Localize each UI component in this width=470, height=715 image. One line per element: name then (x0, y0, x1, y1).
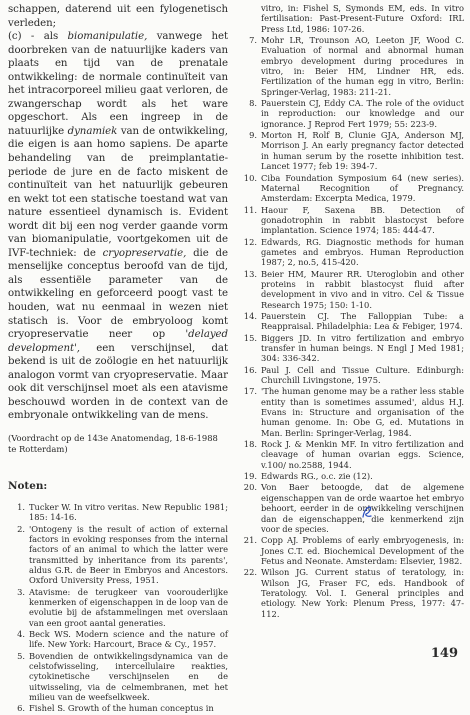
note-item (240, 205, 464, 236)
note-number: 21. (243, 535, 257, 546)
left-column (8, 3, 228, 715)
note-item (240, 35, 464, 97)
note-number: 14. (243, 310, 257, 321)
p2-prefix: (c) - als (8, 31, 68, 43)
note-number: 2. (17, 523, 25, 534)
page-number: 149 (430, 646, 458, 661)
note-number: 11. (243, 204, 257, 215)
note-item (240, 386, 464, 438)
note-text: Pauerstein CJ. The Falloppian Tube: a Reappraisal. Philadelphia: Lea & Febiger, 1974. (261, 310, 464, 332)
note-text: Morton H, Rolf B, Clunie GJA, Anderson MJ, Morrison J. An early pregnancy factor detected in human serum by the rosette inhibition test. Lancet 1977; feb 19: 394-7. (261, 130, 464, 172)
note-item (8, 502, 228, 523)
note-number: 22. (243, 567, 257, 578)
notes-list-right (240, 3, 464, 619)
note-number: 4. (17, 629, 25, 640)
note-number: 19. (243, 471, 257, 482)
note-number: 1. (17, 501, 25, 512)
note-text: Beier HM, Maurer RR. Uteroglobin and other proteins in rabbit blastocyst fluid after development in vivo and in vitro. Cel & Tissue Research 1975; 150: 1-10. (261, 268, 464, 310)
p2-text-b: van de ontwikkeling, die eigen is aan homo sapiens. De aparte behandeling van de preimplantatie-periode de jure en de facto miskent de continuïteit van het natuurlijk gebeuren en wekt tot een statische toestand wat van nature essentieel dynamisch is. Evident wordt dit bij een nog verder gaande vorm van biomanipulatie, voortgekomen uit de IVF-techniek: de (8, 125, 228, 259)
note-item (240, 237, 464, 268)
note-number: 13. (243, 268, 257, 279)
p2-italic-cryopreservatie: cryopreservatie, (102, 247, 187, 259)
note-text: Biggers JD. In vitro fertilization and embryo transfer in human beings. N Engl J Med 1981; 304: 336-342. (261, 332, 464, 364)
note-item (240, 173, 464, 204)
note-number: 12. (243, 236, 257, 247)
handwritten-mark-icon (361, 505, 373, 519)
note-item (240, 535, 464, 566)
note-number: 5. (17, 650, 25, 661)
note-text: Copp AJ. Problems of early embryogenesis, in: Jones C.T. ed. Biochemical Development of the Fetus and Neonate. Amsterdam: Elsevier, 1982. (261, 535, 464, 566)
notes-list-left (8, 502, 228, 714)
note-text: Atavisme: de terugkeer van voorouderlijke kenmerken of eigenschappen in de loop van de evolutie bij de afstammelingen met overslaan van een groot aantal generaties. (29, 586, 228, 628)
p2-italic-dynamiek: dynamiek (67, 125, 118, 137)
note-text: Haour F, Saxena BB. Detection of gonadotrophin in rabbit blastocyst before implantation. Science 1974; 185: 444-47. (261, 204, 464, 236)
lecture-credit: (Voordracht op de 143e Anatomendag, 18-6-1988 te Rotterdam) (8, 432, 218, 454)
note-item (240, 130, 464, 171)
note-text: Beck WS. Modern science and the nature of life. New York: Harcourt, Brace & Cy., 1957. (29, 629, 228, 650)
note-text: Bovendien de ontwikkelingsdynamica van de celstofwisseling, intercellulaire reakties, cytokinetische verschijnselen en de uitwisseling, via de celmembranen, met het milieu van de weefselkweek. (29, 650, 228, 703)
note-item (240, 482, 464, 534)
note-number: 6. (17, 703, 25, 714)
p2-italic-biomanipulatie: biomanipulatie, (67, 31, 148, 43)
right-column (240, 3, 464, 620)
note-number: 18. (243, 439, 257, 450)
note-number: 3. (17, 586, 25, 597)
note-number: 15. (243, 332, 257, 343)
note-item (240, 311, 464, 332)
p2-text-a: vanwege het doorbreken van de natuurlijke kaders van plaats en tijd van de prenatale ontwikkeling: de normale continuïteit van het intracorporeel milieu gaat verloren, de zwangerschap wordt als het ware opgeschort. Als een ingreep in de natuurlijke (8, 31, 228, 137)
note-text: 'The human genome may be a rather less stable entity than is sometimes assumed', aldus H.J. Evans in: Structure and organisation of the human genome. In: Obe G, ed. Mutations in Man. Berlin: Springer-Verlag, 1984. (261, 386, 464, 438)
notes-heading: Noten: (8, 479, 48, 492)
note-text: Edwards, RG. Diagnostic methods for human gametes and embryos. Human Reproduction 1987; 2, no.5, 415-420. (261, 236, 464, 268)
p2-text-d: een verschijnsel, dat bekend is uit de zoölogie en het natuurlijk analogon vormt van cryopreservatie. Maar ook dit verschijnsel moet als een atavisme beschouwd worden in de context van de embryonale ontwikkeling van de mens. (8, 342, 228, 422)
note-item (240, 269, 464, 310)
p2-text-c: die de menselijke conceptus beroofd van de tijd, als essentiële parameter van de ontwikkeling en geforceerd poogt vast te houden, wat nu eenmaal in wezen niet statisch is. Voor de embryoloog komt cryopreservatie neer op (8, 247, 228, 341)
note-item (240, 3, 464, 34)
note-number: 20. (243, 482, 257, 493)
note-number (240, 3, 261, 34)
note-item (8, 629, 228, 650)
note-text: Paul J. Cell and Tissue Culture. Edinburgh: Churchill Livingstone, 1975. (261, 364, 464, 386)
body-paragraph-2 (8, 30, 228, 423)
note-item (8, 524, 228, 586)
note-item (240, 471, 464, 481)
note-text: Edwards RG., o.c. zie (12). (261, 471, 373, 482)
note-number: 9. (249, 130, 257, 141)
note-text: Wilson JG. Current status of teratology, in: Wilson JG, Fraser FC, eds. Handbook of Teratology. Vol. I. General principles and etiology. New York: Plenum Press, 1977: 47-112. (261, 567, 464, 619)
note-text: Ciba Foundation Symposium 64 (new series). Maternal Recognition of Pregnancy. Amsterdam: Excerpta Medica, 1979. (261, 172, 464, 204)
note-item (240, 439, 464, 470)
note-text: Fishel S. Growth of the human conceptus in (29, 703, 214, 714)
note-item (240, 365, 464, 386)
note-text: 'Ontogeny is the result of action of external factors in evoking responses from the internal factors of an animal to which the latter were transmitted by inheritance from its parents', aldus G.R. de Beer in Embryos and Ancestors. Oxford University Press, 1951. (29, 523, 228, 586)
note-number: 16. (243, 364, 257, 375)
note-item (8, 651, 228, 703)
note-item (8, 587, 228, 628)
note-text: Rock J. & Menkin MF. In vitro fertilization and cleavage of human ovarian eggs. Science, v.100/ no.2588, 1944. (261, 439, 464, 470)
note-text: Tucker W. In vitro veritas. New Republic 1981; 185: 14-16. (29, 501, 228, 523)
p2-italic-delayed-development: 'delayed development', (8, 329, 228, 354)
note-item (8, 703, 228, 713)
note-number: 10. (243, 172, 257, 183)
note-item (240, 567, 464, 619)
body-paragraph-1: schappen, daterend uit een fylogenetisch verleden; (8, 4, 228, 29)
note-number: 8. (249, 98, 257, 109)
note-number: 17. (243, 386, 257, 397)
note-item (240, 98, 464, 129)
note-number: 7. (249, 35, 257, 46)
note-item (240, 333, 464, 364)
note-text: Mohr LR, Trounson AO, Leeton JF, Wood C. Evaluation of normal and abnormal human embryo development during procedures in vitro, in: Beier HM, Lindner HR, eds. Fertilization of the human egg in vitro, Berlin: Springer-Verlag, 1983: 211-21. (261, 35, 464, 97)
note-text: Von Baer betoogde, dat de algemene eigenschappen van de orde waartoe het embryo behoort, eerder in de ontwikkeling verschijnen dan de eigenschappen, die kenmerkend zijn voor de species. (261, 482, 464, 534)
note-text: vitro, in: Fishel S, Symonds EM, eds. In vitro fertilisation: Past-Present-Future Oxford: IRL Press Ltd, 1986: 107-26. (261, 3, 464, 34)
note-text: Pauerstein CJ, Eddy CA. The role of the oviduct in reproduction: our knowledge and our ignorance. J Reprod Fert 1979; 55: 223-9. (261, 98, 464, 129)
